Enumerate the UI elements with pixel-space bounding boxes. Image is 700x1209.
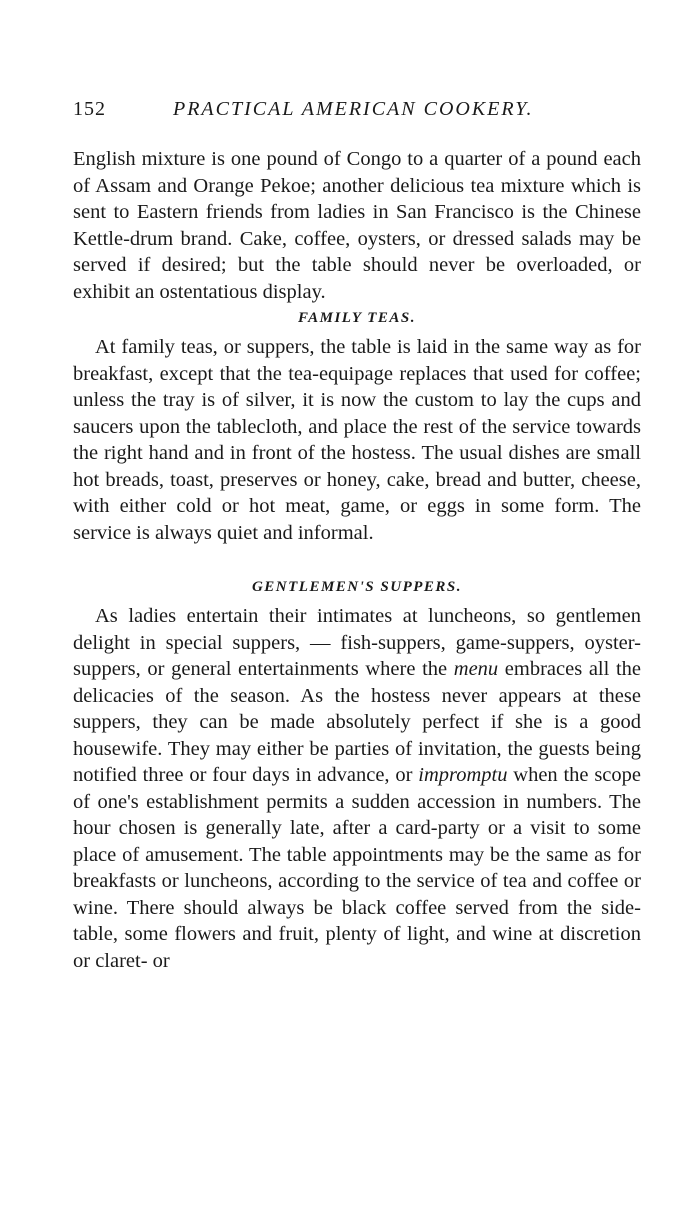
- paragraph-text: when the scope of one's establishment permits a sudden accession in numbers. The hour chosen is generally late, after a card-party or a visit to some place of amusement. The table appointments may be the same as for breakfasts or luncheons, according to the service of tea and coffee or wine. There should always be black coffee served from the side-table, some flowers and fruit, plenty of light, and wine at discretion or claret- or: [73, 764, 641, 972]
- page-number: 152: [73, 98, 106, 120]
- italic-term-impromptu: impromptu: [418, 764, 508, 786]
- running-head: [73, 98, 641, 134]
- paragraph-family-teas: At family teas, or suppers, the table is laid in the same way as for breakfast, except that the tea-equipage replaces that used for coffee; unless the tray is of silver, it is now the custom to lay the cups and saucers upon the tablecloth, and place the rest of the service towards the right hand and in front of the hostess. The usual dishes are small hot breads, toast, preserves or honey, cake, bread and butter, cheese, with either cold or hot meat, game, or eggs in some form. The service is always quiet and informal.: [73, 336, 641, 544]
- section-heading-family-teas: FAMILY TEAS.: [297, 310, 417, 326]
- paragraph-gentlemens-suppers: [73, 603, 641, 974]
- book-page: [73, 98, 641, 974]
- paragraph-text: embraces all the delicacies of the season. As the hostess never appears at these suppers, they can be made absolutely perfect if she is a good housewife. They may either be parties of invitation, the guests being notified three or four days in advance, or: [73, 658, 642, 786]
- paragraph-text: As ladies entertain their intimates at luncheons, so gentlemen delight in special suppers, — fish-suppers, game-suppers, oyster-suppers, or general entertainments where the: [73, 605, 641, 680]
- section-heading-gentlemens-suppers: GENTLEMEN'S SUPPERS.: [251, 579, 463, 595]
- running-title: PRACTICAL AMERICAN COOKERY.: [173, 98, 534, 120]
- italic-term-menu: menu: [453, 658, 499, 680]
- paragraph-continuation: English mixture is one pound of Congo to a quarter of a pound each of Assam and Orange Pekoe; another delicious tea mixture which is sent to Eastern friends from ladies in San Francisco is the Chinese Kettle-drum brand. Cake, coffee, oysters, or dressed salads may be served if desired; but the table should never be overloaded, or exhibit an ostentatious display.: [73, 148, 641, 303]
